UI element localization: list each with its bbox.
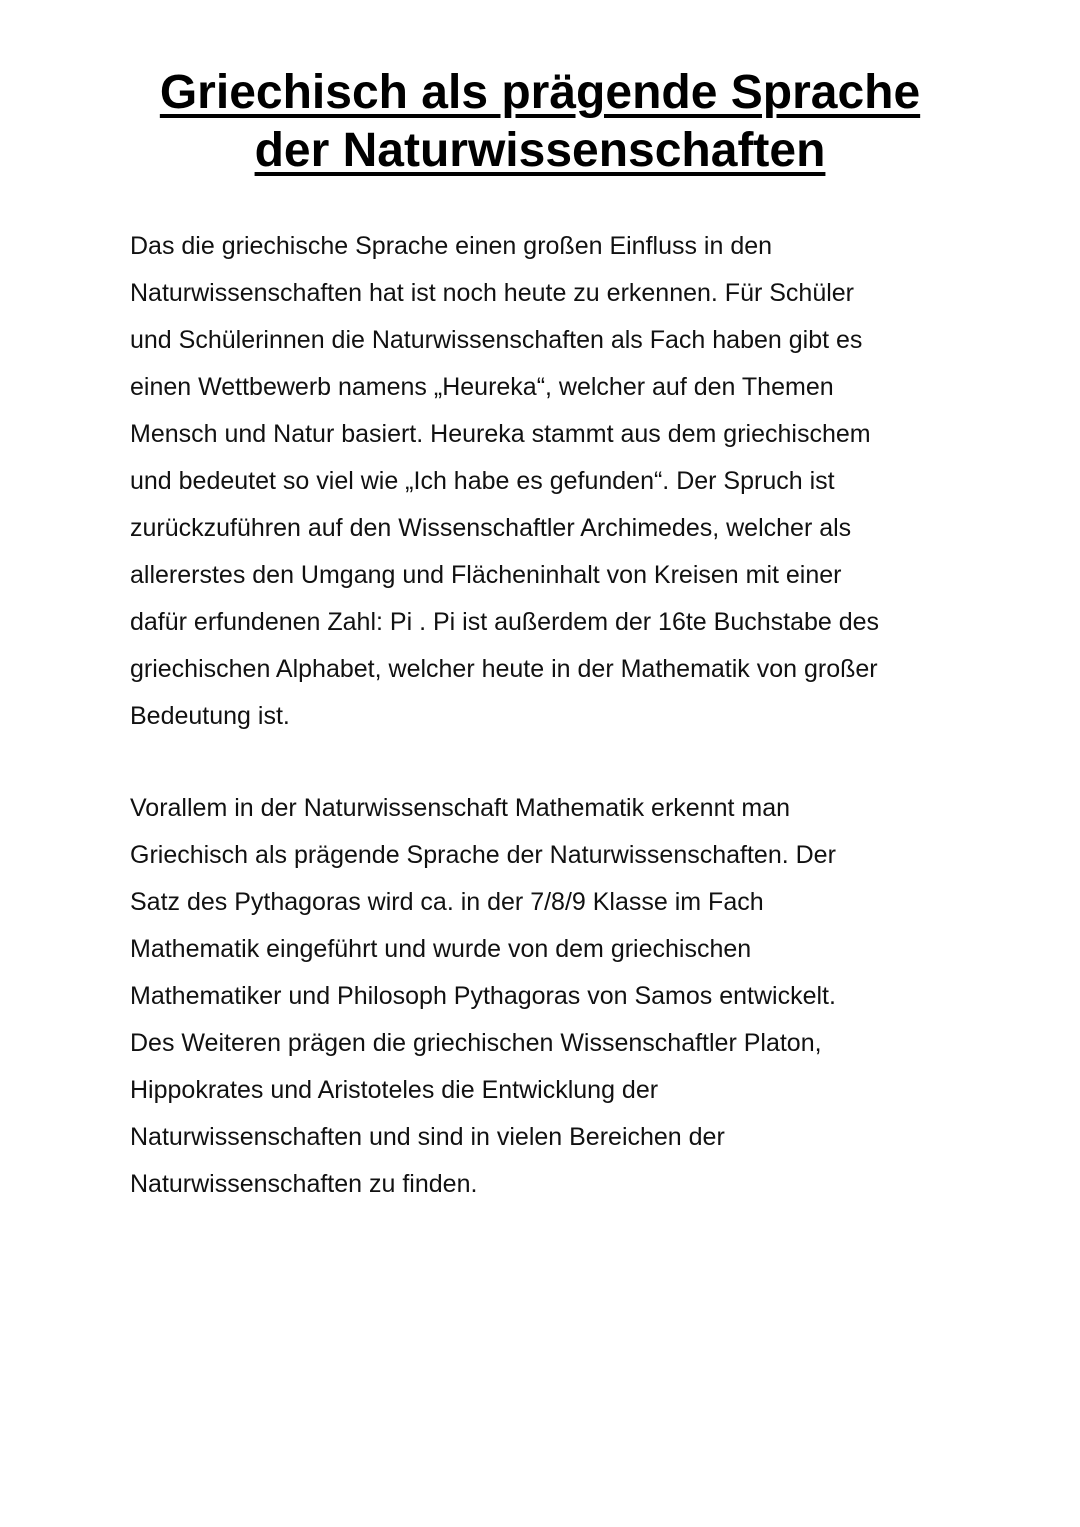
text-line: Mathematik eingeführt und wurde von dem griechischen (130, 935, 752, 963)
text-line: Des Weiteren prägen die griechischen Wissenschaftler Platon, (130, 1029, 822, 1057)
text-line: Mathematiker und Philosoph Pythagoras von Samos entwickelt. (130, 982, 836, 1010)
text-line: griechischen Alphabet, welcher heute in der Mathematik von großer (130, 655, 878, 683)
page-title (90, 64, 990, 180)
text-line: Naturwissenschaften hat ist noch heute zu erkennen. Für Schüler (130, 279, 855, 307)
text-line: Bedeutung ist. (130, 702, 290, 730)
text-line: und Schülerinnen die Naturwissenschaften als Fach haben gibt es (130, 326, 863, 354)
paragraph-heureka (130, 223, 960, 740)
text-line: zurückzuführen auf den Wissenschaftler Archimedes, welcher als (130, 514, 852, 542)
text-line: Mensch und Natur basiert. Heureka stammt aus dem griechischem (130, 420, 871, 448)
paragraph-mathematik (130, 785, 960, 1208)
title-line: der Naturwissenschaften (254, 124, 826, 177)
text-line: allererstes den Umgang und Flächeninhalt von Kreisen mit einer (130, 561, 842, 589)
text-line: und bedeutet so viel wie „Ich habe es gefunden“. Der Spruch ist (130, 467, 835, 495)
title-line: Griechisch als prägende Sprache (159, 66, 921, 119)
text-line: Naturwissenschaften zu finden. (130, 1170, 478, 1198)
text-line: Naturwissenschaften und sind in vielen Bereichen der (130, 1123, 725, 1151)
text-line: einen Wettbewerb namens „Heureka“, welcher auf den Themen (130, 373, 834, 401)
text-line: Hippokrates und Aristoteles die Entwicklung der (130, 1076, 659, 1104)
text-line: Vorallem in der Naturwissenschaft Mathematik erkennt man (130, 794, 791, 822)
text-line: Das die griechische Sprache einen großen Einfluss in den (130, 232, 773, 260)
text-line: Griechisch als prägende Sprache der Naturwissenschaften. Der (130, 841, 836, 869)
text-line: Satz des Pythagoras wird ca. in der 7/8/9 Klasse im Fach (130, 888, 764, 916)
text-line: dafür erfundenen Zahl: Pi . Pi ist außerdem der 16te Buchstabe des (130, 608, 880, 636)
